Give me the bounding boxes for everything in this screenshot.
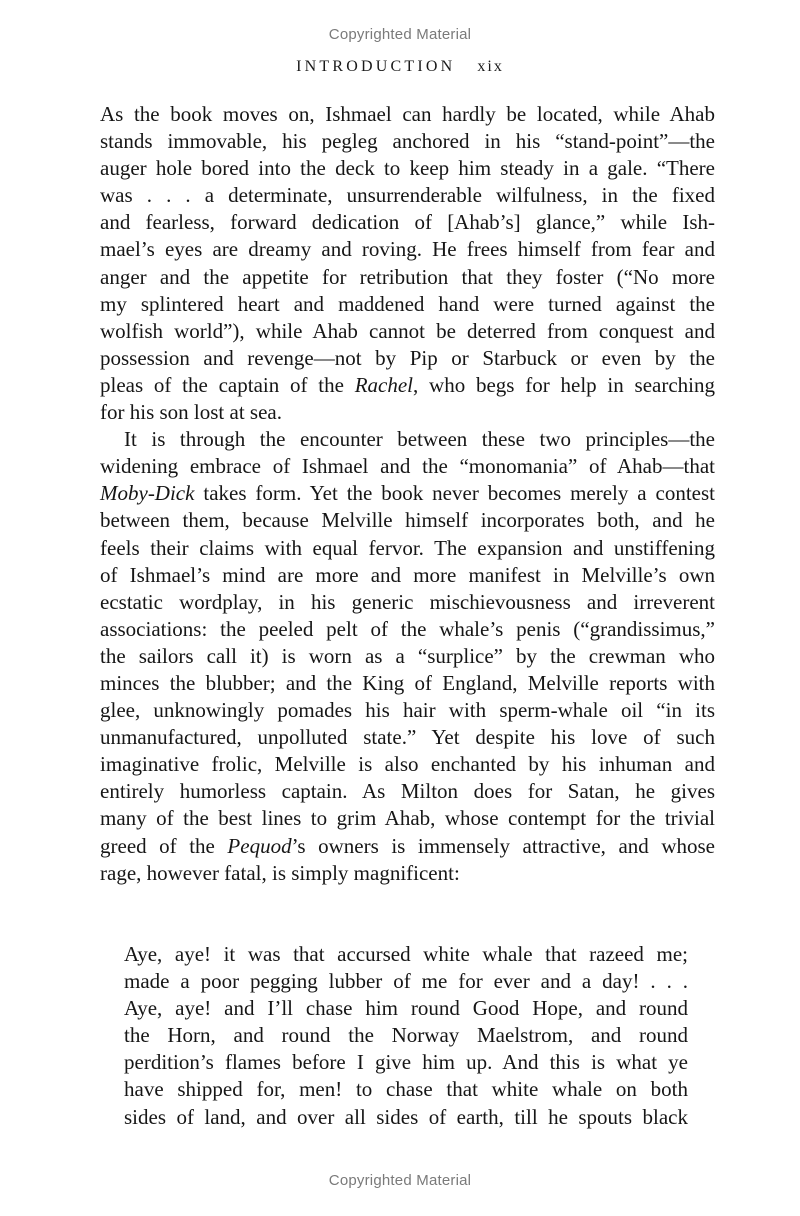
quote-line: sides of land, and over all sides of earth, till he spouts black bbox=[124, 1104, 688, 1129]
text-line bbox=[100, 833, 715, 860]
ship-name-pequod: Pequod bbox=[227, 833, 292, 858]
quote-line: Aye, aye! and I’ll chase him round Good Hope, and round bbox=[124, 996, 688, 1021]
text-run: ’s owners is immensely attractive, and whose bbox=[291, 833, 715, 858]
text-line: mael’s eyes are dreamy and roving. He frees himself from fear and bbox=[100, 237, 715, 262]
text-line: possession and revenge—not by Pip or Starbuck or even by the bbox=[100, 345, 715, 370]
quote-line: made a poor pegging lubber of me for ever and a day! . . . bbox=[124, 969, 688, 994]
text-line bbox=[100, 480, 715, 507]
text-line: for his son lost at sea. bbox=[100, 400, 282, 425]
text-line: stands immovable, his pegleg anchored in his “stand-point”—the bbox=[100, 129, 715, 154]
quote-line: Aye, aye! it was that accursed white whale that razeed me; bbox=[124, 942, 688, 966]
block-quote bbox=[124, 941, 688, 1131]
copyright-watermark-bottom: Copyrighted Material bbox=[328, 1172, 472, 1189]
text-run: greed of the bbox=[100, 833, 228, 858]
text-line bbox=[100, 372, 715, 399]
running-head-title: INTRODUCTION bbox=[296, 58, 456, 75]
text-line: minces the blubber; and the King of England, Melville reports with bbox=[100, 670, 715, 695]
text-line: unmanufactured, unpolluted state.” Yet despite his love of such bbox=[100, 725, 715, 750]
text-line: of Ishmael’s mind are more and more manifest in Melville’s own bbox=[100, 562, 715, 587]
text-line: wolfish world”), while Ahab cannot be deterred from conquest and bbox=[100, 318, 715, 343]
quote-line: the Horn, and round the Norway Maelstrom, and round bbox=[124, 1023, 688, 1048]
text-line: the sailors call it) is worn as a “surplice” by the crewman who bbox=[100, 643, 715, 668]
book-title-moby-dick: Moby-Dick bbox=[100, 481, 195, 506]
text-line: ecstatic wordplay, in his generic mischievousness and irreverent bbox=[100, 589, 715, 614]
text-line: entirely humorless captain. As Milton does for Satan, he gives bbox=[100, 779, 715, 804]
body-text bbox=[100, 101, 715, 887]
paragraph-1 bbox=[100, 101, 715, 426]
text-line: auger hole bored into the deck to keep him steady in a gale. “There bbox=[100, 156, 715, 181]
text-line: many of the best lines to grim Ahab, whose contempt for the trivial bbox=[100, 806, 715, 831]
text-run: , who begs for help in searching bbox=[413, 372, 715, 397]
text-line: rage, however fatal, is simply magnificent: bbox=[100, 860, 460, 885]
quote-line: perdition’s flames before I give him up. And this is what ye bbox=[124, 1050, 688, 1075]
ship-name-rachel: Rachel bbox=[354, 372, 414, 397]
text-line: It is through the encounter between these two principles—the bbox=[124, 427, 715, 452]
copyright-watermark-top: Copyrighted Material bbox=[328, 26, 472, 43]
paragraph-2 bbox=[100, 426, 715, 887]
text-line: imaginative frolic, Melville is also enchanted by his inhuman and bbox=[100, 752, 715, 777]
text-line: glee, unknowingly pomades his hair with sperm-whale oil “in its bbox=[100, 698, 715, 723]
text-line: associations: the peeled pelt of the whale’s penis (“grandissimus,” bbox=[100, 616, 715, 641]
quote-line: have shipped for, men! to chase that white whale on both bbox=[124, 1077, 688, 1102]
text-run: takes form. Yet the book never becomes merely a contest bbox=[194, 481, 715, 506]
text-line: was . . . a determinate, unsurrenderable wilfulness, in the fixed bbox=[100, 183, 715, 208]
text-line: between them, because Melville himself incorporates both, and he bbox=[100, 508, 715, 533]
running-head bbox=[0, 58, 800, 76]
text-line: and fearless, forward dedication of [Ahab’s] glance,” while Ish- bbox=[100, 210, 715, 235]
text-run: pleas of the captain of the bbox=[100, 372, 355, 397]
text-line: widening embrace of Ishmael and the “monomania” of Ahab—that bbox=[100, 454, 715, 479]
text-line: my splintered heart and maddened hand were turned against the bbox=[100, 291, 715, 316]
text-line: feels their claims with equal fervor. The expansion and unstiffening bbox=[100, 535, 715, 560]
text-line: anger and the appetite for retribution that they foster (“No more bbox=[100, 264, 715, 289]
text-line: As the book moves on, Ishmael can hardly be located, while Ahab bbox=[100, 102, 715, 126]
page-number: xix bbox=[477, 58, 504, 75]
